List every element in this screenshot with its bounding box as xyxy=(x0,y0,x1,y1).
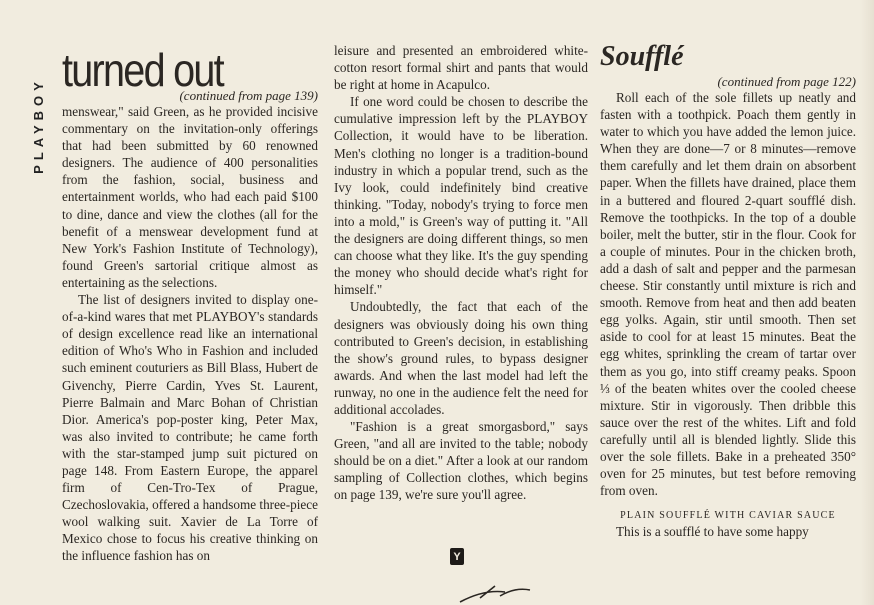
paragraph: Roll each of the sole fillets up neatly and fasten with a toothpick. Poach them gently in water to which you have added the lemon juice. When they are done—7 or 8 minutes—remove them carefully and let them drain on absorbent paper. When the fillets have drained, place them in a buttered and floured 2-quart soufflé dish. Remove the toothpicks. In the top of a double boiler, melt the butter, stir in the flour. Cook for a couple of minutes. Pour in the chicken broth, add a dash of salt and pepper and the parmesan cheese. Stir constantly until mixture is rich and smooth. Remove from heat and then add beaten egg yolks. Again, stir until smooth. Then set aside to cool for at least 15 minutes. Beat the egg whites, sprinkling the cream of tartar over them as you go, into stiff creamy peaks. Spoon ⅓ of the beaten whites over the cooled cheese mixture. Stir in vigorously. Then dribble this sauce over the rest of the whites. Lift and fold carefully until all is blended lightly. Slide this over the sole fillets. Bake in a preheated 350° oven for 25 minutes, but test before removing from oven. xyxy=(600,90,856,499)
continued-note: (continued from page 122) xyxy=(717,74,856,89)
article-heading-turned-out: turned out xyxy=(62,44,223,96)
end-mark-letter: Y xyxy=(453,550,461,563)
column-turned-out xyxy=(62,44,318,565)
continued-note: (continued from page 139) xyxy=(179,88,318,103)
illustration-fragment-icon xyxy=(455,584,535,605)
paragraph: Undoubtedly, the fact that each of the designers was obviously doing his own thing contributed to Green's decision, in establishing the show's ground rules, to bypass designer awards. And when the last model had left the runway, no one in the audience felt the need for additional accolades. xyxy=(334,299,588,417)
paragraph: This is a soufflé to have some happy xyxy=(616,524,809,540)
paragraph: "Fashion is a great smorgasbord," says Green, "and all are invited to the table; nobody should be on a diet." After a look at our random sampling of Collection clothes, which begins on page 139, we're sure you'll agree. xyxy=(334,419,588,503)
column-continued xyxy=(334,42,588,504)
magazine-name: PLAYBOY xyxy=(30,76,46,174)
article-heading-souffle: Soufflé xyxy=(600,41,684,72)
recipe-subheading: PLAIN SOUFFLÉ WITH CAVIAR SAUCE xyxy=(620,510,836,522)
magazine-sidebar-title xyxy=(27,30,49,220)
page-edge-shadow xyxy=(860,0,874,605)
paragraph: leisure and presented an embroidered white-cotton resort formal shirt and pants that would be right at home in Acapulco. xyxy=(334,43,588,93)
playboy-end-mark-icon xyxy=(450,548,464,565)
column-souffle xyxy=(600,42,856,540)
paragraph: menswear," said Green, as he provided incisive commentary on the invitation-only offerings that had been submitted by 60 renowned designers. The audience of 400 personalities from the fashion, social, business and entertainment worlds, who had each paid $100 to dine, dance and view the clothes (all for the benefit of a menswear development fund at New York's Fashion Institute of Technology), found Green's sartorial critique almost as entertaining as the selections. xyxy=(62,104,318,290)
paragraph: The list of designers invited to display one-of-a-kind wares that met PLAYBOY's standards of design excellence read like an international edition of Who's Who in Fashion and included such eminent couturiers as Bill Blass, Hubert de Givenchy, Pierre Cardin, Yves St. Laurent, Pierre Balmain and Marc Bohan of Christian Dior. America's pop-poster king, Peter Max, was also invited to contribute; he came forth with the star-stamped jump suit pictured on page 148. From Eastern Europe, the apparel firm of Cen-Tro-Tex of Prague, Czechoslovakia, offered a handsome three-piece wool walking suit. Xavier de La Torre of Mexico chose to focus his creative thinking on the influence fashion has on xyxy=(62,292,318,564)
paragraph: If one word could be chosen to describe the cumulative impression left by the PLAYBOY Collection, it would have to be liberation. Men's clothing no longer is a tradition-bound industry in which a popular trend, such as the Ivy look, could indefinitely bind creative thinking. "Today, nobody's trying to force men into a mold," is Green's way of putting it. "All the designers are doing different things, so men can choose what they like. It's the guy spending the money who should decide what's right for himself." xyxy=(334,94,588,298)
